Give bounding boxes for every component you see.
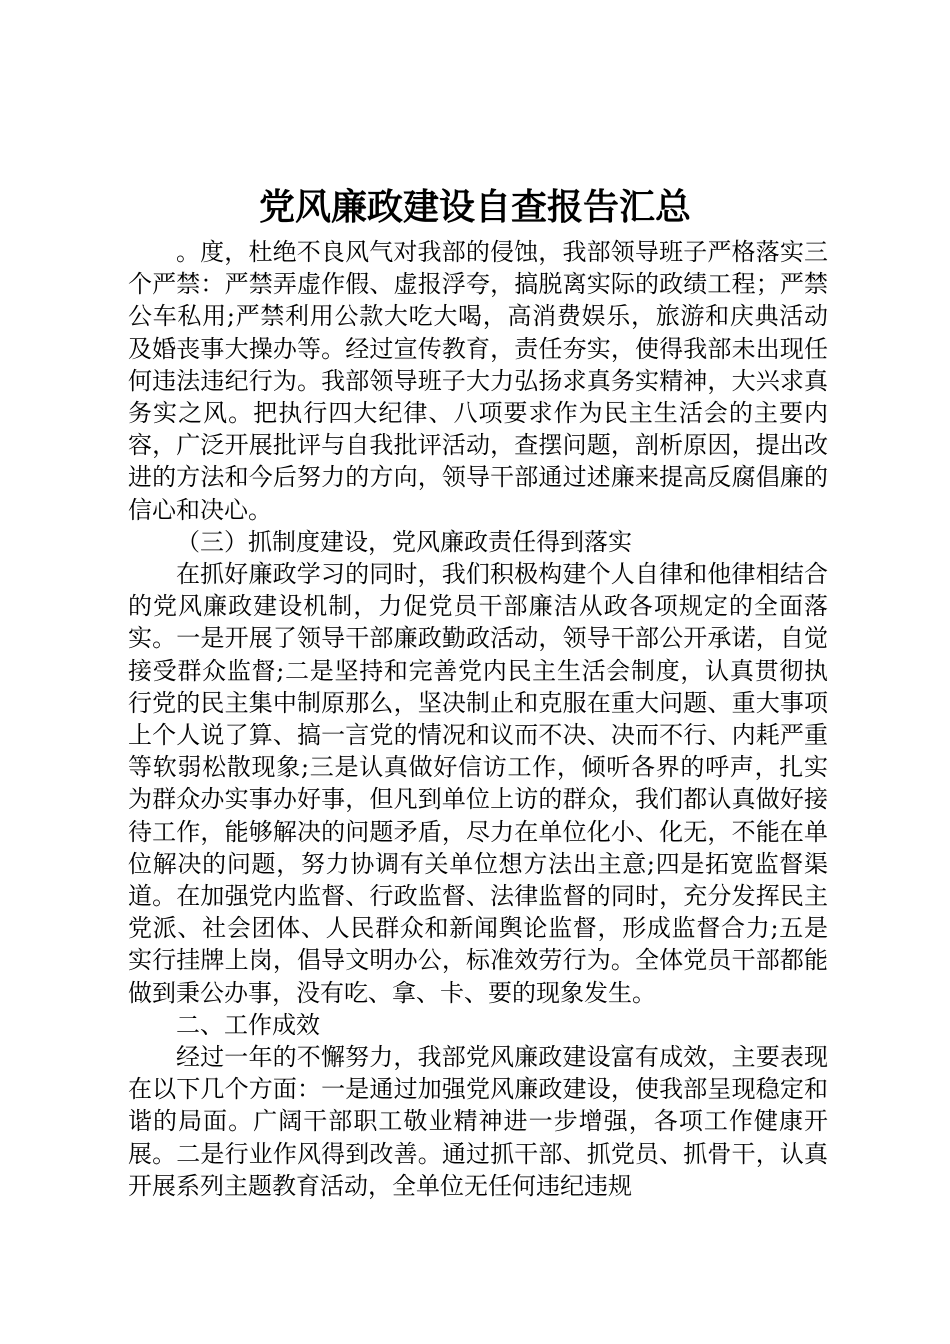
section-heading-work-results: 二、工作成效 xyxy=(176,1010,320,1039)
paragraph-work-results: 经过一年的不懈努力，我部党风廉政建设富有成效，主要表现在以下几个方面：一是通过加强党风廉政建设，使我部呈现稳定和谐的局面。广阔干部职工敬业精神进一步增强，各项工作健康开展。二是行业作风得到改善。通过抓干部、抓党员、抓骨干，认真开展系列主题教育活动，全单位无任何违纪违规 xyxy=(128,1043,828,1200)
document-body xyxy=(128,236,828,1202)
paragraph-continuation: 。度，杜绝不良风气对我部的侵蚀，我部领导班子严格落实三个严禁：严禁弄虚作假、虚报浮夸，搞脱离实际的政绩工程；严禁公车私用;严禁利用公款大吃大喝，高消费娱乐，旅游和庆典活动及婚丧事大操办等。经过宣传教育，责任夯实，使得我部未出现任何违法违纪行为。我部领导班子大力弘扬求真务实精神，大兴求真务实之风。把执行四大纪律、八项要求作为民主生活会的主要内容，广泛开展批评与自我批评活动，查摆问题，剖析原因，提出改进的方法和今后努力的方向，领导干部通过述廉来提高反腐倡廉的信心和决心。 xyxy=(128,238,828,524)
paragraph-system-building: 在抓好廉政学习的同时，我们积极构建个人自律和他律相结合的党风廉政建设机制，力促党员干部廉洁从政各项规定的全面落实。一是开展了领导干部廉政勤政活动，领导干部公开承诺，自觉接受群众监督;二是坚持和完善党内民主生活会制度，认真贯彻执行党的民主集中制原那么，坚决制止和克服在重大问题、重大事项上个人说了算、搞一言党的情况和议而不决、决而不行、内耗严重等软弱松散现象;三是认真做好信访工作，倾听各界的呼声，扎实为群众办实事办好事，但凡到单位上访的群众，我们都认真做好接待工作，能够解决的问题矛盾，尽力在单位化小、化无，不能在单位解决的问题，努力协调有关单位想方法出主意;四是拓宽监督渠道。在加强党内监督、行政监督、法律监督的同时，充分发挥民主党派、社会团体、人民群众和新闻舆论监督，形成监督合力;五是实行挂牌上岗，倡导文明办公，标准效劳行为。全体党员干部都能做到秉公办事，没有吃、拿、卡、要的现象发生。 xyxy=(128,560,828,1007)
document-title: 党风廉政建设自查报告汇总 xyxy=(258,186,691,228)
section-heading-system-building: （三）抓制度建设，党风廉政责任得到落实 xyxy=(176,527,632,556)
